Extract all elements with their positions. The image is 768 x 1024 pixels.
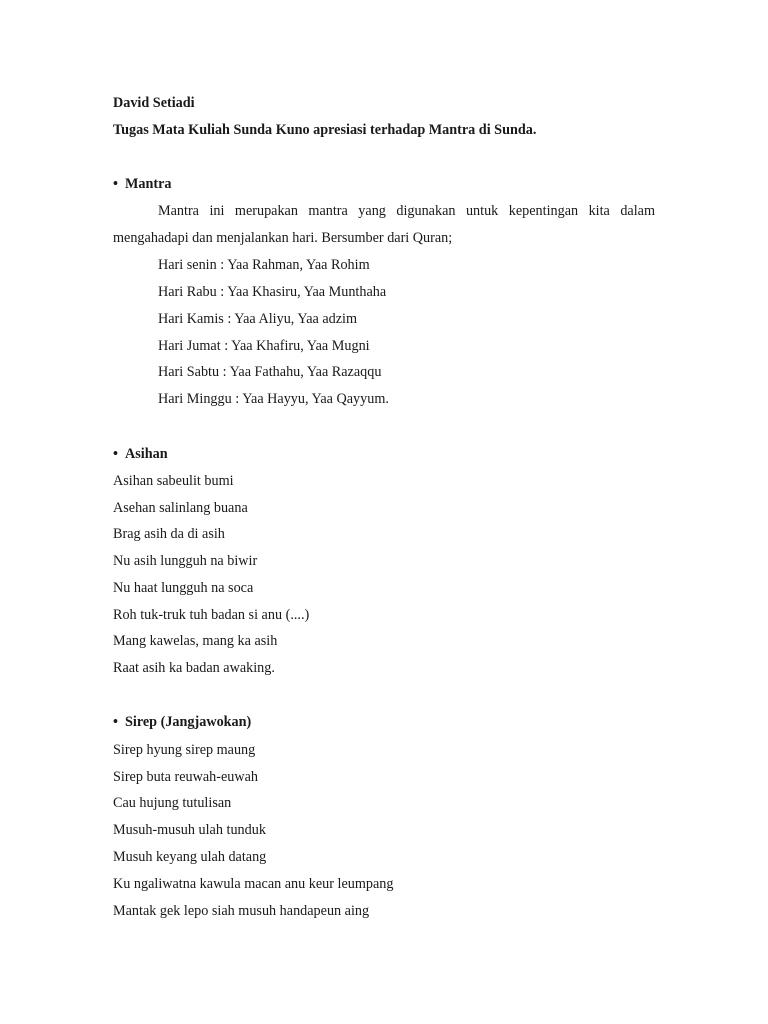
asihan-line: Asehan salinlang buana <box>113 500 248 516</box>
section-heading-label: Sirep (Jangjawokan) <box>125 714 252 730</box>
mantra-line: Hari Minggu : Yaa Hayyu, Yaa Qayyum. <box>158 391 389 407</box>
sirep-line: Musuh keyang ulah datang <box>113 849 267 865</box>
bullet-icon: • <box>113 446 118 462</box>
sirep-line: Mantak gek lepo siah musuh handapeun aing <box>113 903 370 919</box>
asihan-line: Nu asih lungguh na biwir <box>113 553 258 569</box>
asihan-line: Nu haat lungguh na soca <box>113 580 254 596</box>
asihan-line: Raat asih ka badan awaking. <box>113 660 275 676</box>
asihan-line: Asihan sabeulit bumi <box>113 473 234 489</box>
section-heading-asihan <box>113 445 168 463</box>
mantra-line: Hari Kamis : Yaa Aliyu, Yaa adzim <box>158 311 358 327</box>
sirep-line: Sirep buta reuwah-euwah <box>113 769 258 785</box>
sirep-line: Cau hujung tutulisan <box>113 795 232 811</box>
sirep-line: Musuh-musuh ulah tunduk <box>113 822 266 838</box>
section-heading-sirep <box>113 713 251 731</box>
mantra-line: Hari Rabu : Yaa Khasiru, Yaa Munthaha <box>158 284 387 300</box>
bullet-icon: • <box>113 176 118 192</box>
document-title: Tugas Mata Kuliah Sunda Kuno apresiasi terhadap Mantra di Sunda. <box>113 122 537 138</box>
section-heading-mantra <box>113 175 172 193</box>
mantra-intro-line-2: mengahadapi dan menjalankan hari. Bersumber dari Quran; <box>113 230 453 246</box>
sirep-line: Ku ngaliwatna kawula macan anu keur leumpang <box>113 876 394 892</box>
sirep-line: Sirep hyung sirep maung <box>113 742 256 758</box>
asihan-line: Brag asih da di asih <box>113 526 225 542</box>
section-heading-label: Mantra <box>125 176 172 192</box>
author-name: David Setiadi <box>113 95 195 111</box>
mantra-line: Hari Jumat : Yaa Khafiru, Yaa Mugni <box>158 338 370 354</box>
asihan-line: Mang kawelas, mang ka asih <box>113 633 278 649</box>
section-heading-label: Asihan <box>125 446 168 462</box>
bullet-icon: • <box>113 714 118 730</box>
mantra-line: Hari Sabtu : Yaa Fathahu, Yaa Razaqqu <box>158 364 382 380</box>
mantra-intro-line-1: Mantra ini merupakan mantra yang digunakan untuk kepentingan kita dalam <box>158 203 655 219</box>
mantra-line: Hari senin : Yaa Rahman, Yaa Rohim <box>158 257 370 273</box>
asihan-line: Roh tuk-truk tuh badan si anu (....) <box>113 607 310 623</box>
